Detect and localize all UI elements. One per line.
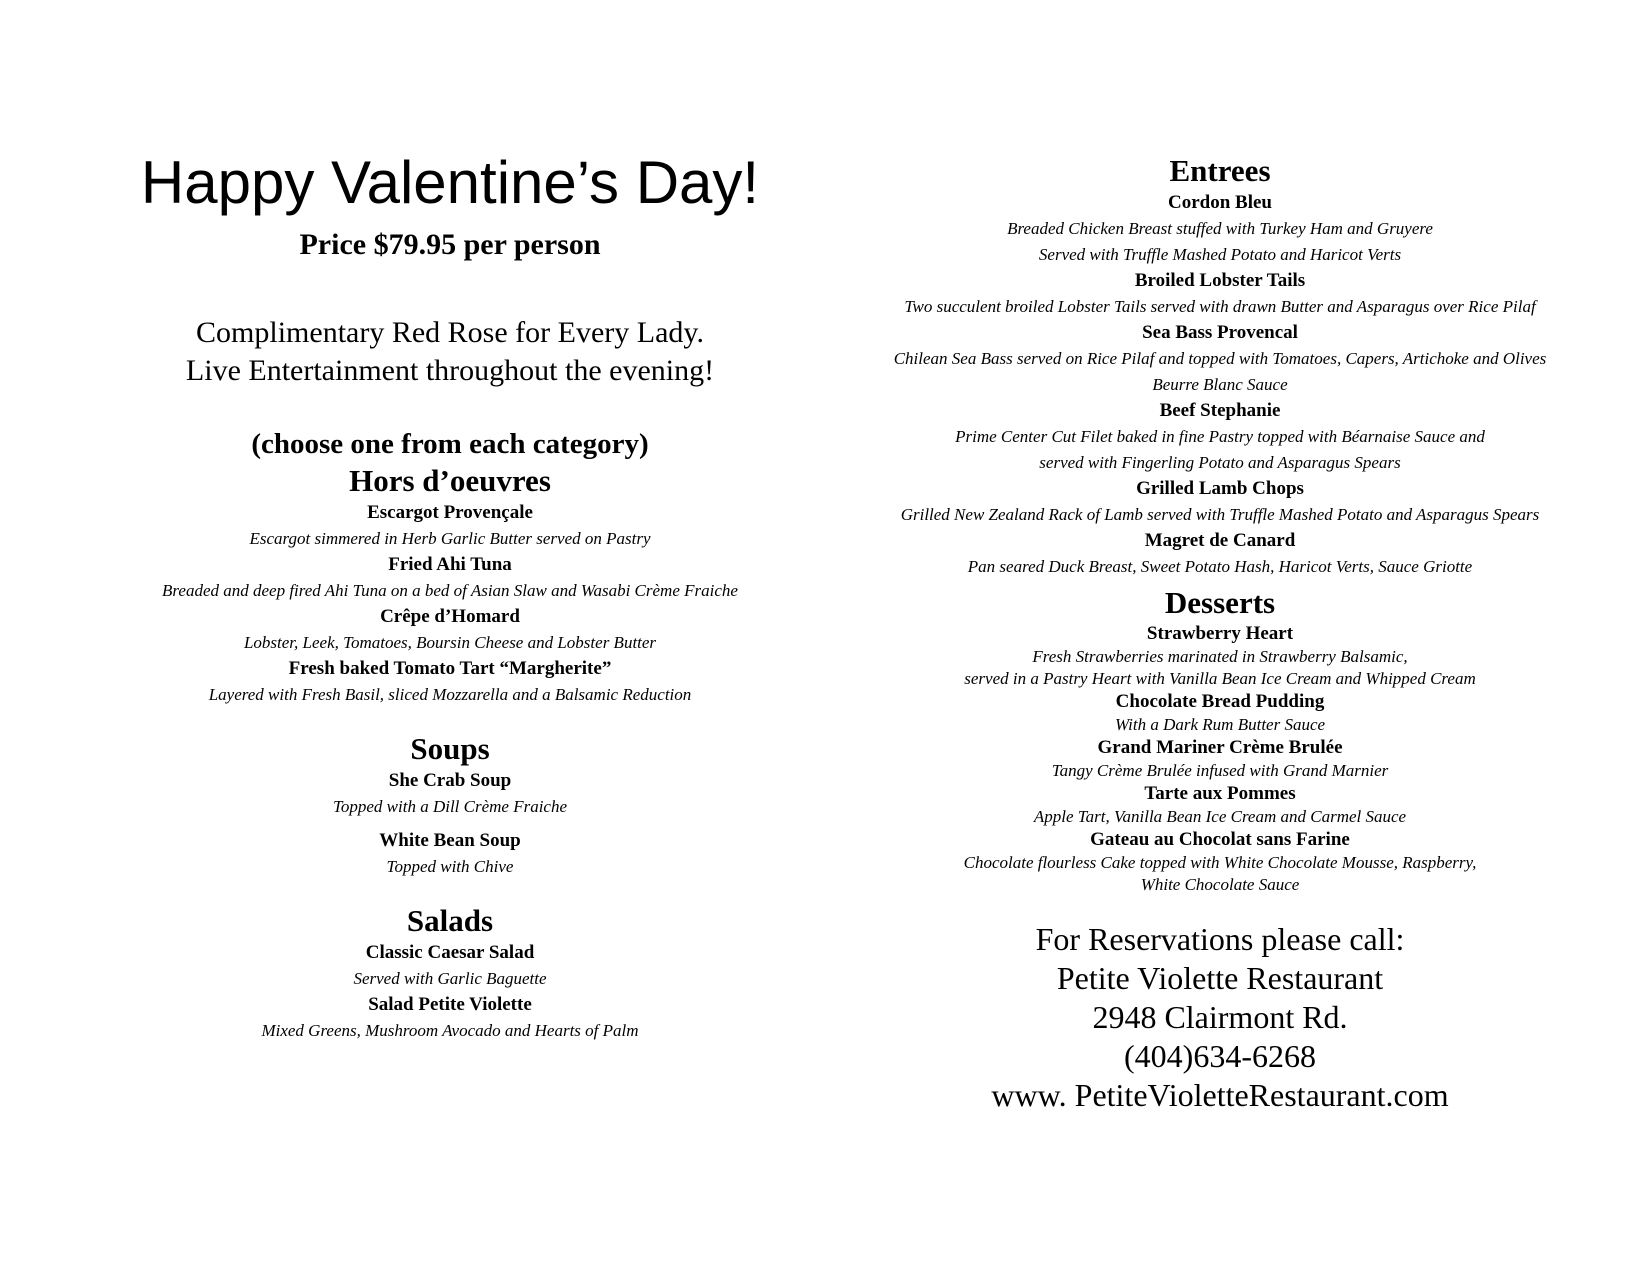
item-name: Grand Mariner Crème Brulée <box>1097 737 1343 758</box>
menu-item <box>830 782 1610 828</box>
section-title: Salads <box>406 903 494 938</box>
item-name: Chocolate Bread Pudding <box>1115 691 1325 712</box>
item-description: With a Dark Rum Butter Sauce <box>1114 715 1326 734</box>
item-name: Fresh baked Tomato Tart “Margherite” <box>288 658 612 679</box>
menu-item <box>120 604 780 656</box>
item-name: Strawberry Heart <box>1146 623 1294 644</box>
item-description: served with Fingerling Potato and Asparagus Spears <box>1039 453 1401 472</box>
menu-item <box>830 828 1610 896</box>
item-name: Magret de Canard <box>1144 530 1296 551</box>
item-description: White Chocolate Sauce <box>1140 875 1300 894</box>
item-name: Classic Caesar Salad <box>365 942 535 963</box>
item-description: Apple Tart, Vanilla Bean Ice Cream and Carmel Sauce <box>1033 807 1407 826</box>
reservations-block <box>830 920 1610 1115</box>
item-description: Escargot simmered in Herb Garlic Butter served on Pastry <box>249 529 651 548</box>
menu-item <box>120 992 780 1044</box>
section-title: Desserts <box>1164 585 1276 620</box>
item-description: Beurre Blanc Sauce <box>1152 375 1288 394</box>
menu-item <box>120 768 780 820</box>
promo-line-rose: Complimentary Red Rose for Every Lady. <box>196 316 704 349</box>
item-name: She Crab Soup <box>388 770 512 791</box>
menu-item <box>830 476 1610 528</box>
item-name: Broiled Lobster Tails <box>1134 270 1306 291</box>
item-name: Gateau au Chocolat sans Farine <box>1090 829 1350 850</box>
item-description: Prime Center Cut Filet baked in fine Pastry topped with Béarnaise Sauce and <box>955 427 1485 446</box>
promo-line-entertainment: Live Entertainment throughout the evening! <box>185 354 715 387</box>
spacer <box>120 820 780 828</box>
section-title: Entrees <box>1169 153 1271 188</box>
reservations-heading: For Reservations please call: <box>1035 921 1405 957</box>
item-description: Breaded and deep fired Ahi Tuna on a bed of Asian Slaw and Wasabi Crème Fraiche <box>162 581 738 600</box>
item-description: Served with Truffle Mashed Potato and Haricot Verts <box>1038 245 1402 264</box>
menu-item <box>830 690 1610 736</box>
item-name: Beef Stephanie <box>1159 400 1281 421</box>
item-name: Salad Petite Violette <box>368 994 532 1015</box>
item-description: Layered with Fresh Basil, sliced Mozzarella and a Balsamic Reduction <box>208 685 692 704</box>
item-name: Grilled Lamb Chops <box>1136 478 1304 499</box>
left-column <box>120 148 780 1044</box>
item-name: Tarte aux Pommes <box>1144 783 1296 804</box>
restaurant-address: 2948 Clairmont Rd. <box>1092 999 1348 1035</box>
item-description: Mixed Greens, Mushroom Avocado and Hearts of Palm <box>261 1021 639 1040</box>
restaurant-website: www. PetiteVioletteRestaurant.com <box>991 1077 1449 1113</box>
menu-item <box>830 320 1610 398</box>
item-description: Topped with a Dill Crème Fraiche <box>332 797 568 816</box>
item-description: Served with Garlic Baguette <box>353 969 547 988</box>
soups-section <box>120 730 780 880</box>
item-description: Chilean Sea Bass served on Rice Pilaf and topped with Tomatoes, Capers, Artichoke and Olives <box>893 349 1547 368</box>
item-description: Tangy Crème Brulée infused with Grand Marnier <box>1051 761 1389 780</box>
hors-doeuvres-section <box>120 462 780 708</box>
menu-item <box>830 398 1610 476</box>
price-line: Price $79.95 per person <box>299 228 601 261</box>
item-description: Topped with Chive <box>386 857 514 876</box>
item-name: Fried Ahi Tuna <box>388 554 512 575</box>
item-description: Chocolate flourless Cake topped with White Chocolate Mousse, Raspberry, <box>963 853 1477 872</box>
menu-item <box>120 500 780 552</box>
menu-item <box>830 528 1610 580</box>
menu-item <box>120 656 780 708</box>
entrees-section <box>830 152 1610 580</box>
restaurant-name: Petite Violette Restaurant <box>1056 960 1384 996</box>
desserts-section <box>830 584 1610 896</box>
item-name: White Bean Soup <box>379 830 521 851</box>
menu-item <box>830 190 1610 268</box>
section-title: Hors d’oeuvres <box>349 463 551 498</box>
item-description: Lobster, Leek, Tomatoes, Boursin Cheese and Lobster Butter <box>243 633 657 652</box>
section-title: Soups <box>410 731 490 766</box>
item-description: Fresh Strawberries marinated in Strawberry Balsamic, <box>1032 647 1408 666</box>
item-name: Crêpe d’Homard <box>380 606 520 627</box>
item-description: Grilled New Zealand Rack of Lamb served with Truffle Mashed Potato and Asparagus Spears <box>900 505 1540 524</box>
page-title: Happy Valentine’s Day! <box>140 149 760 216</box>
menu-item <box>830 622 1610 690</box>
item-description: Pan seared Duck Breast, Sweet Potato Hash, Haricot Verts, Sauce Griotte <box>967 557 1473 576</box>
menu-item <box>830 736 1610 782</box>
menu-item <box>830 268 1610 320</box>
item-description: Breaded Chicken Breast stuffed with Turkey Ham and Gruyere <box>1007 219 1433 238</box>
menu-item <box>120 940 780 992</box>
instruction-line: (choose one from each category) <box>251 428 649 460</box>
right-column <box>830 152 1610 1115</box>
promo-block <box>120 314 780 390</box>
item-name: Cordon Bleu <box>1168 192 1272 213</box>
item-name: Sea Bass Provencal <box>1142 322 1298 343</box>
item-description: served in a Pastry Heart with Vanilla Bean Ice Cream and Whipped Cream <box>964 669 1476 688</box>
item-description: Two succulent broiled Lobster Tails served with drawn Butter and Asparagus over Rice Pilaf <box>904 297 1536 316</box>
item-name: Escargot Provençale <box>367 502 533 523</box>
salads-section <box>120 902 780 1044</box>
menu-item <box>120 552 780 604</box>
restaurant-phone: (404)634-6268 <box>1124 1038 1316 1074</box>
menu-item <box>120 828 780 880</box>
